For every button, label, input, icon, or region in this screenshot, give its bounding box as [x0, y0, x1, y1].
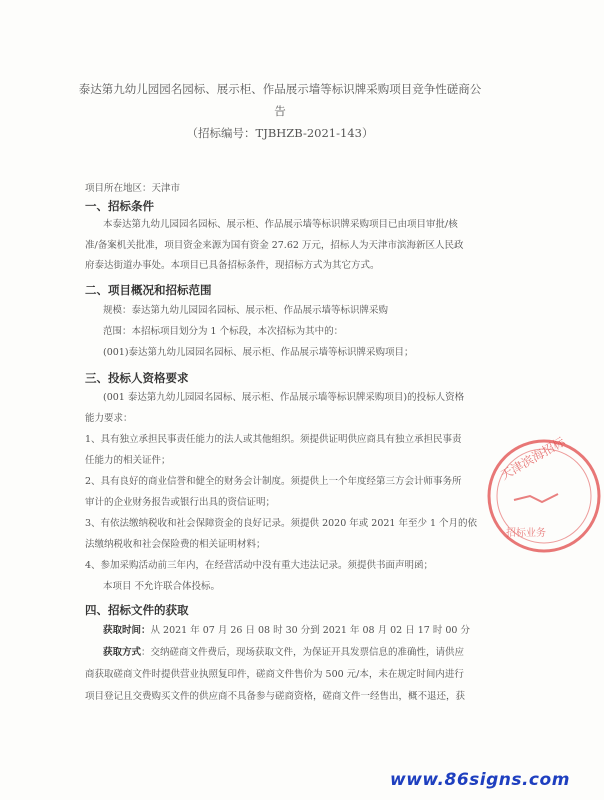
section-3-line: 任能力的相关证件； [85, 455, 171, 466]
red-seal-stamp [484, 436, 604, 556]
acquisition-time-label: 获取时间： [103, 625, 151, 636]
section-1-line: 准/备案机关批准，项目资金来源为国有资金 27.62 万元，招标人为天津市滨海新区人民政 [85, 240, 464, 251]
section-3-line: 审计的企业财务报告或银行出具的资信证明； [85, 497, 276, 508]
section-2-heading: 二、项目概况和招标范围 [85, 283, 212, 297]
section-2-line: 范围：本招标项目划分为 1 个标段，本次招标为其中的： [103, 326, 344, 337]
section-2-line: 规模：泰达第九幼儿园园名园标、展示柜、作品展示墙等标识牌采购 [103, 305, 389, 316]
stamp-text: 天津滨海招标 [498, 434, 568, 483]
section-3-line: (001 泰达第九幼儿园园名园标、展示柜、作品展示墙等标识牌采购项目)的投标人资格 [103, 392, 465, 403]
section-3-line: 本项目 不允许联合体投标。 [103, 581, 221, 592]
acquisition-time-value: 从 2021 年 07 月 26 日 08 时 30 分到 2021 年 08 月 02 日 17 时 00 分 [150, 625, 470, 636]
section-3-heading: 三、投标人资格要求 [85, 371, 189, 385]
acquisition-time [103, 624, 470, 638]
section-2-line: (001)泰达第九幼儿园园名园标、展示柜、作品展示墙等标识牌采购项目； [103, 347, 414, 358]
section-3-line: 法缴纳税收和社会保险费的相关证明材料； [85, 539, 266, 550]
acquisition-method [103, 646, 464, 660]
section-4-line: 商获取磋商文件时提供营业执照复印件，磋商文件售价为 500 元/本，未在规定时间内进行 [85, 669, 464, 680]
tender-number: （招标编号：TJBHZB-2021-143） [186, 126, 374, 140]
section-4-line: 项目登记且交费购买文件的供应商不具备参与磋商资格，磋商文件一经售出，概不退还，获 [85, 691, 466, 702]
stamp-text-lower: 招标业务 [506, 528, 546, 539]
section-3-line: 3、有依法缴纳税收和社会保障资金的良好记录。须提供 2020 年或 2021 年至少 1 个月的依 [85, 518, 478, 529]
title-line-1: 泰达第九幼儿园园名园标、展示柜、作品展示墙等标识牌采购项目竞争性磋商公 [78, 82, 482, 96]
site-watermark: www.86signs.com [390, 770, 570, 790]
section-3-line: 1、具有独立承担民事责任能力的法人或其他组织。须提供证明供应商具有独立承担民事责 [85, 434, 462, 445]
section-3-line: 4、参加采购活动前三年内，在经营活动中没有重大违法记录。须提供书面声明函； [85, 560, 434, 571]
notice-title [70, 78, 490, 144]
acquisition-method-label: 获取方式 [103, 647, 142, 658]
acquisition-method-value: ：交纳磋商文件费后，现场获取文件，为保证开具发票信息的准确性，请供应 [141, 647, 465, 658]
project-location: 项目所在地区：天津市 [85, 183, 181, 194]
section-4-heading: 四、招标文件的获取 [85, 603, 189, 617]
section-1-heading: 一、招标条件 [85, 199, 154, 213]
section-1-line: 府泰达街道办事处。本项目已具备招标条件，现招标方式为其它方式。 [85, 260, 380, 271]
section-3-line: 2、具有良好的商业信誉和健全的财务会计制度。须提供上一个年度经第三方会计师事务所 [85, 476, 462, 487]
title-line-2: 告 [274, 104, 286, 118]
section-3-line: 能力要求： [85, 413, 133, 424]
section-1-line: 本泰达第九幼儿园园名园标、展示柜、作品展示墙等标识牌采购项目已由项目审批/核 [103, 219, 458, 230]
